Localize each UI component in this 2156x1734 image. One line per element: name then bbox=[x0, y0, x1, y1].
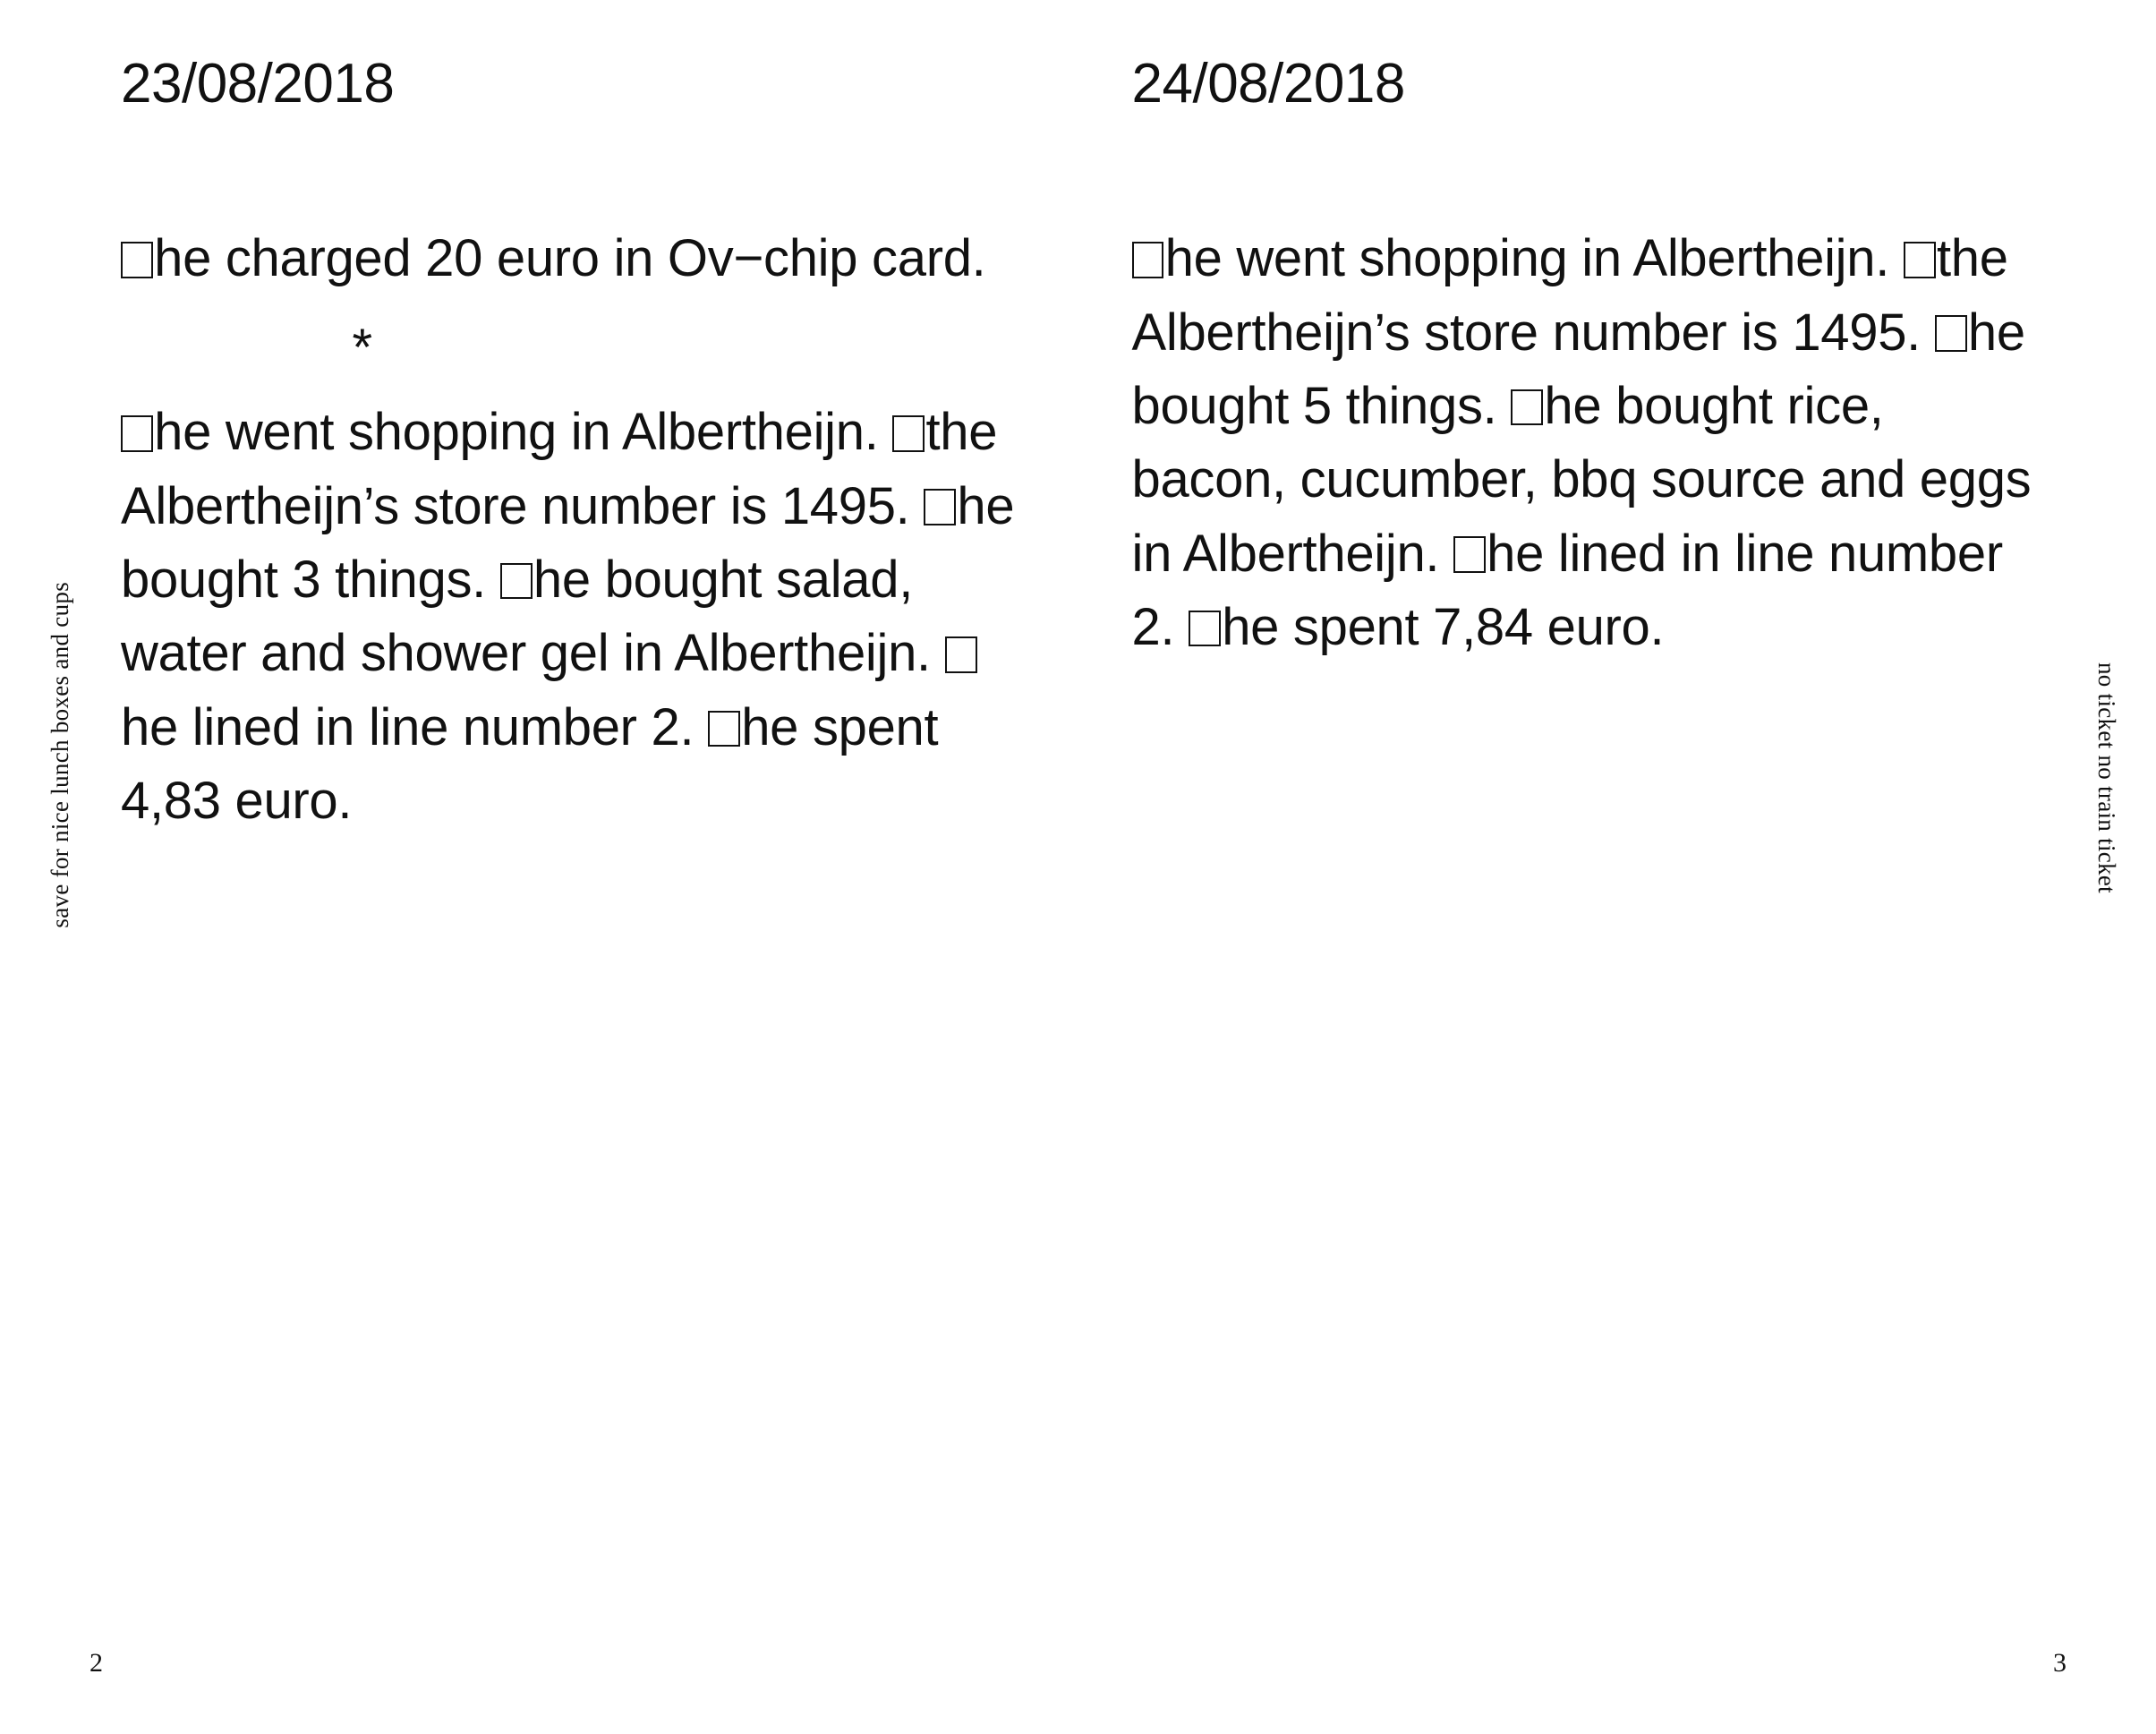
paragraph-segment: he lined in line number 2. bbox=[121, 697, 709, 756]
left-page-paragraph-1 bbox=[121, 222, 1016, 295]
right-margin-note: no ticket no train ticket bbox=[2093, 662, 2120, 893]
redaction-box-icon bbox=[924, 489, 956, 525]
right-page-date: 24/08/2018 bbox=[1131, 53, 1405, 115]
left-margin-note: save for nice lunch boxes and cups bbox=[47, 582, 73, 928]
left-page-number: 2 bbox=[89, 1648, 103, 1678]
redaction-box-icon bbox=[1132, 242, 1164, 278]
paragraph-segment: he bought rice, bacon, cucumber, bbq source and eggs in Albertheijn. bbox=[1131, 376, 2046, 583]
redaction-box-icon bbox=[1189, 611, 1221, 647]
paragraph-segment: he bought 5 things. bbox=[1131, 303, 2040, 435]
redaction-box-icon bbox=[892, 415, 925, 452]
paragraph-segment: he bought 3 things. bbox=[121, 476, 1029, 610]
redaction-box-icon bbox=[1935, 315, 1967, 352]
paragraph-segment: he went shopping in Albertheijn. bbox=[1164, 229, 1904, 288]
paragraph-segment: the Albertheijn’s store number is 1495. bbox=[121, 403, 1009, 535]
redaction-box-icon bbox=[121, 415, 153, 452]
redaction-box-icon bbox=[1453, 536, 1486, 573]
redaction-box-icon bbox=[708, 711, 740, 747]
paragraph-segment: he bought salad, water and shower gel in Albertheijn. bbox=[121, 551, 945, 683]
paragraph-segment: he spent 4,83 euro. bbox=[121, 697, 953, 831]
redaction-box-icon bbox=[945, 636, 977, 673]
redaction-box-icon bbox=[500, 563, 533, 600]
redaction-box-icon bbox=[121, 242, 153, 278]
left-page-date: 23/08/2018 bbox=[121, 53, 395, 115]
redaction-box-icon bbox=[1904, 242, 1936, 278]
paragraph-segment: he went shopping in Albertheijn. bbox=[154, 403, 893, 462]
section-separator: * bbox=[352, 318, 373, 377]
right-page-paragraph-1 bbox=[1131, 222, 2046, 664]
redaction-box-icon bbox=[1511, 389, 1543, 426]
paragraph-segment: he spent 7,84 euro. bbox=[1222, 597, 1665, 656]
left-page-paragraph-2 bbox=[121, 396, 1029, 838]
paragraph-segment: he lined in line number 2. bbox=[1131, 524, 2017, 656]
paragraph-segment: he charged 20 euro in Ov−chip card. bbox=[154, 229, 986, 288]
paragraph-segment: the Albertheijn’s store number is 1495. bbox=[1131, 229, 2020, 362]
right-page bbox=[1078, 0, 2156, 1734]
right-page-number: 3 bbox=[2053, 1648, 2067, 1678]
